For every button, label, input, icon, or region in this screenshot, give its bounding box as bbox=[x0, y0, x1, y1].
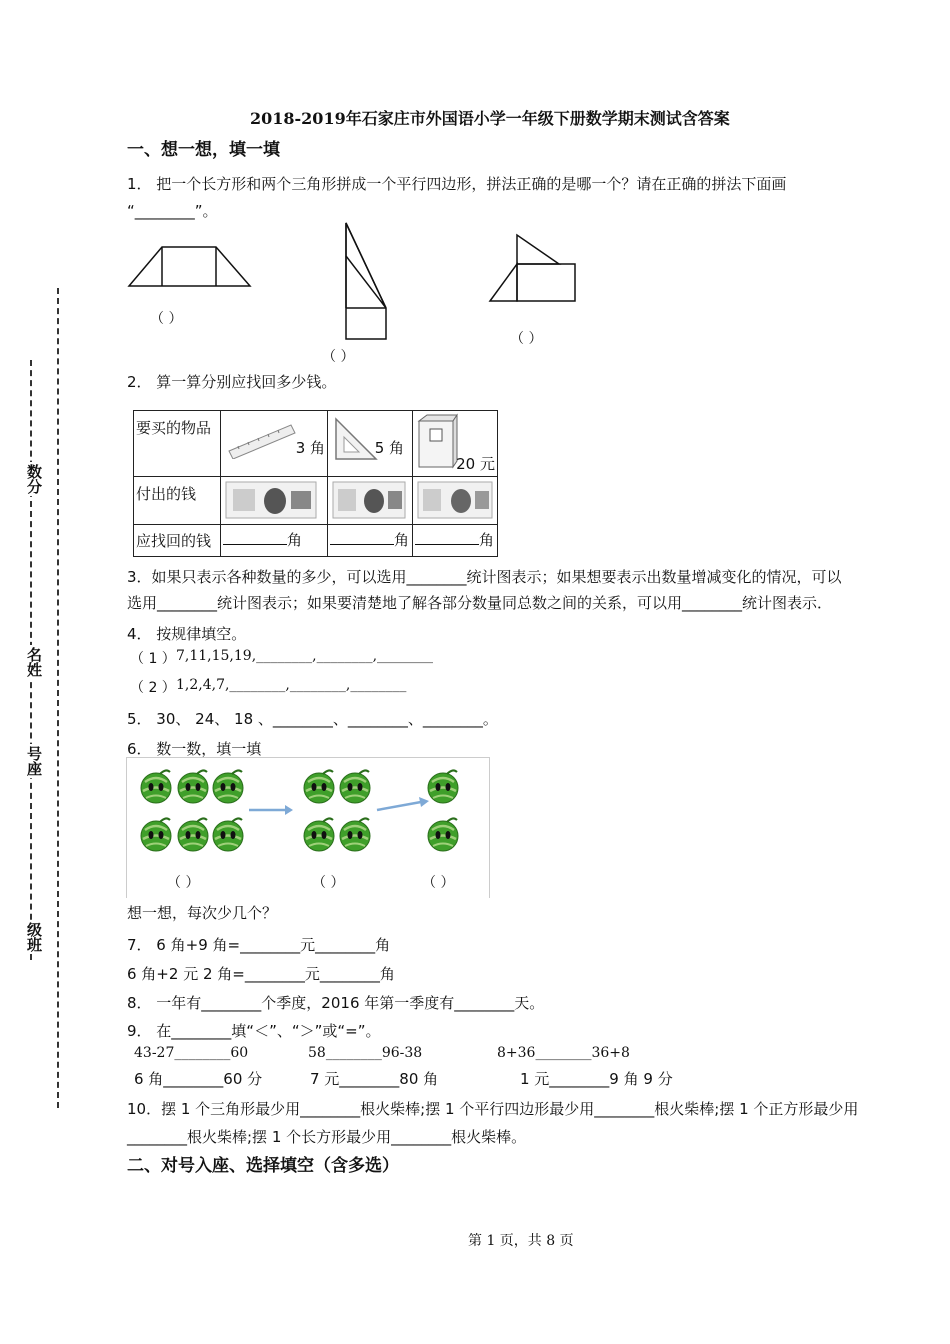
change-cell-3 bbox=[413, 525, 498, 557]
q9-text: 9． 在________填“＜”、“＞”或“=”。 bbox=[127, 1022, 381, 1040]
change-unit-1: 角 bbox=[287, 531, 303, 549]
q9-compare-5[interactable]: 7 元________80 角 bbox=[310, 1070, 439, 1088]
q5-text: 5． 30、 24、 18 、________、________、________。 bbox=[127, 710, 498, 728]
ruler-cell bbox=[221, 411, 328, 477]
q9-compare-4[interactable]: 6 角________60 分 bbox=[134, 1070, 263, 1088]
q10-text-2: ________根火柴棒;摆 1 个长方形最少用________根火柴棒。 bbox=[127, 1128, 527, 1146]
change-unit-3: 角 bbox=[479, 531, 495, 549]
ruler-price: 3 角 bbox=[295, 439, 325, 457]
q8-text: 8． 一年有________个季度，2016 年第一季度有________天。 bbox=[127, 994, 545, 1012]
change-blank-1[interactable] bbox=[223, 530, 287, 545]
book-cell bbox=[413, 411, 498, 477]
money-table bbox=[133, 410, 498, 557]
q4-text: 4． 按规律填空。 bbox=[127, 625, 247, 643]
page-footer: 第 1 页，共 8 页 bbox=[468, 1233, 574, 1249]
ruler-icon bbox=[225, 417, 297, 459]
score-label: 数分 bbox=[25, 464, 43, 494]
banknote-cell-1 bbox=[221, 477, 328, 525]
row-paid-label: 付出的钱 bbox=[136, 485, 197, 503]
section-2-heading: 二、对号入座、选择填空（含多选） bbox=[127, 1156, 399, 1176]
name-label: 名姓 bbox=[25, 647, 43, 677]
row-paid-label-cell bbox=[134, 477, 221, 525]
binding-line-outer bbox=[57, 288, 59, 1108]
q6-paren-3[interactable]: （ ） bbox=[422, 875, 455, 891]
q4-part1-label: （ 1 ） bbox=[130, 651, 176, 667]
q9-compare-6[interactable]: 1 元________9 角 9 分 bbox=[520, 1070, 673, 1088]
q1-text-2: “________”。 bbox=[127, 202, 218, 220]
row-items-label-cell bbox=[134, 411, 221, 477]
set-square-icon bbox=[332, 415, 380, 463]
q3-text: 3．如果只表示各种数量的多少，可以选用________统计图表示；如果想要表示出数量增减变化的情况，可以 bbox=[127, 568, 842, 586]
class-label: 级班 bbox=[25, 922, 43, 952]
q9-compare-3[interactable]: 8+36________36+8 bbox=[497, 1045, 630, 1061]
q6-text: 6． 数一数，填一填 bbox=[127, 740, 262, 758]
q2-text: 2． 算一算分别应找回多少钱。 bbox=[127, 373, 337, 391]
book-icon bbox=[415, 413, 461, 471]
q1-answer-paren-3[interactable]: （ ） bbox=[510, 331, 543, 347]
change-blank-2[interactable] bbox=[330, 530, 394, 545]
q1-answer-paren-2[interactable]: （ ） bbox=[322, 349, 355, 365]
parallelogram-option-2 bbox=[342, 220, 390, 342]
set-square-cell bbox=[328, 411, 413, 477]
change-unit-2: 角 bbox=[394, 531, 410, 549]
parallelogram-option-3 bbox=[487, 232, 579, 304]
q9-compare-2[interactable]: 58________96-38 bbox=[308, 1045, 423, 1061]
q7-text-2: 6 角+2 元 2 角=________元________角 bbox=[127, 965, 395, 983]
q6-paren-2[interactable]: （ ） bbox=[312, 875, 345, 891]
change-cell-1 bbox=[221, 525, 328, 557]
change-cell-2 bbox=[328, 525, 413, 557]
q10-text: 10．摆 1 个三角形最少用________根火柴棒;摆 1 个平行四边形最少用________根火柴棒;摆 1 个正方形最少用 bbox=[127, 1100, 859, 1118]
row-change-label-cell bbox=[134, 525, 221, 557]
banknote-icon bbox=[332, 481, 406, 519]
q9-compare-1[interactable]: 43-27________60 bbox=[134, 1045, 249, 1061]
banknote-cell-2 bbox=[328, 477, 413, 525]
seat-label: 号座 bbox=[25, 746, 43, 776]
q3-text-2: 选用________统计图表示；如果要清楚地了解各部分数量同总数之间的关系，可以用________统计图表示． bbox=[127, 594, 833, 612]
change-blank-3[interactable] bbox=[415, 530, 479, 545]
q6-picture bbox=[126, 757, 490, 898]
book-price: 20 元 bbox=[456, 455, 495, 473]
q1-text: 1． 把一个长方形和两个三角形拼成一个平行四边形，拼法正确的是哪一个？请在正确的拼法下面画 bbox=[127, 175, 787, 193]
parallelogram-option-1 bbox=[126, 244, 254, 288]
q4-part1-sequence[interactable]: 7,11,15,19,________,________,________ bbox=[176, 648, 434, 664]
row-change-label: 应找回的钱 bbox=[136, 532, 212, 550]
q4-part2-label: （ 2 ） bbox=[130, 680, 176, 696]
q4-part2-sequence[interactable]: 1,2,4,7,________,________,________ bbox=[176, 677, 407, 693]
q7-text: 7． 6 角+9 角=________元________角 bbox=[127, 936, 391, 954]
q6-followup: 想一想，每次少几个？ bbox=[127, 904, 278, 922]
q1-answer-paren-1[interactable]: （ ） bbox=[150, 311, 183, 327]
set-square-price: 5 角 bbox=[374, 439, 404, 457]
banknote-icon bbox=[417, 481, 493, 519]
banknote-icon bbox=[225, 481, 317, 519]
q6-paren-1[interactable]: （ ） bbox=[167, 875, 200, 891]
banknote-cell-3 bbox=[413, 477, 498, 525]
row-items-label: 要买的物品 bbox=[136, 419, 212, 437]
page-title: 2018-2019年石家庄市外国语小学一年级下册数学期末测试含答案 bbox=[250, 109, 730, 128]
section-1-heading: 一、想一想，填一填 bbox=[127, 140, 280, 160]
